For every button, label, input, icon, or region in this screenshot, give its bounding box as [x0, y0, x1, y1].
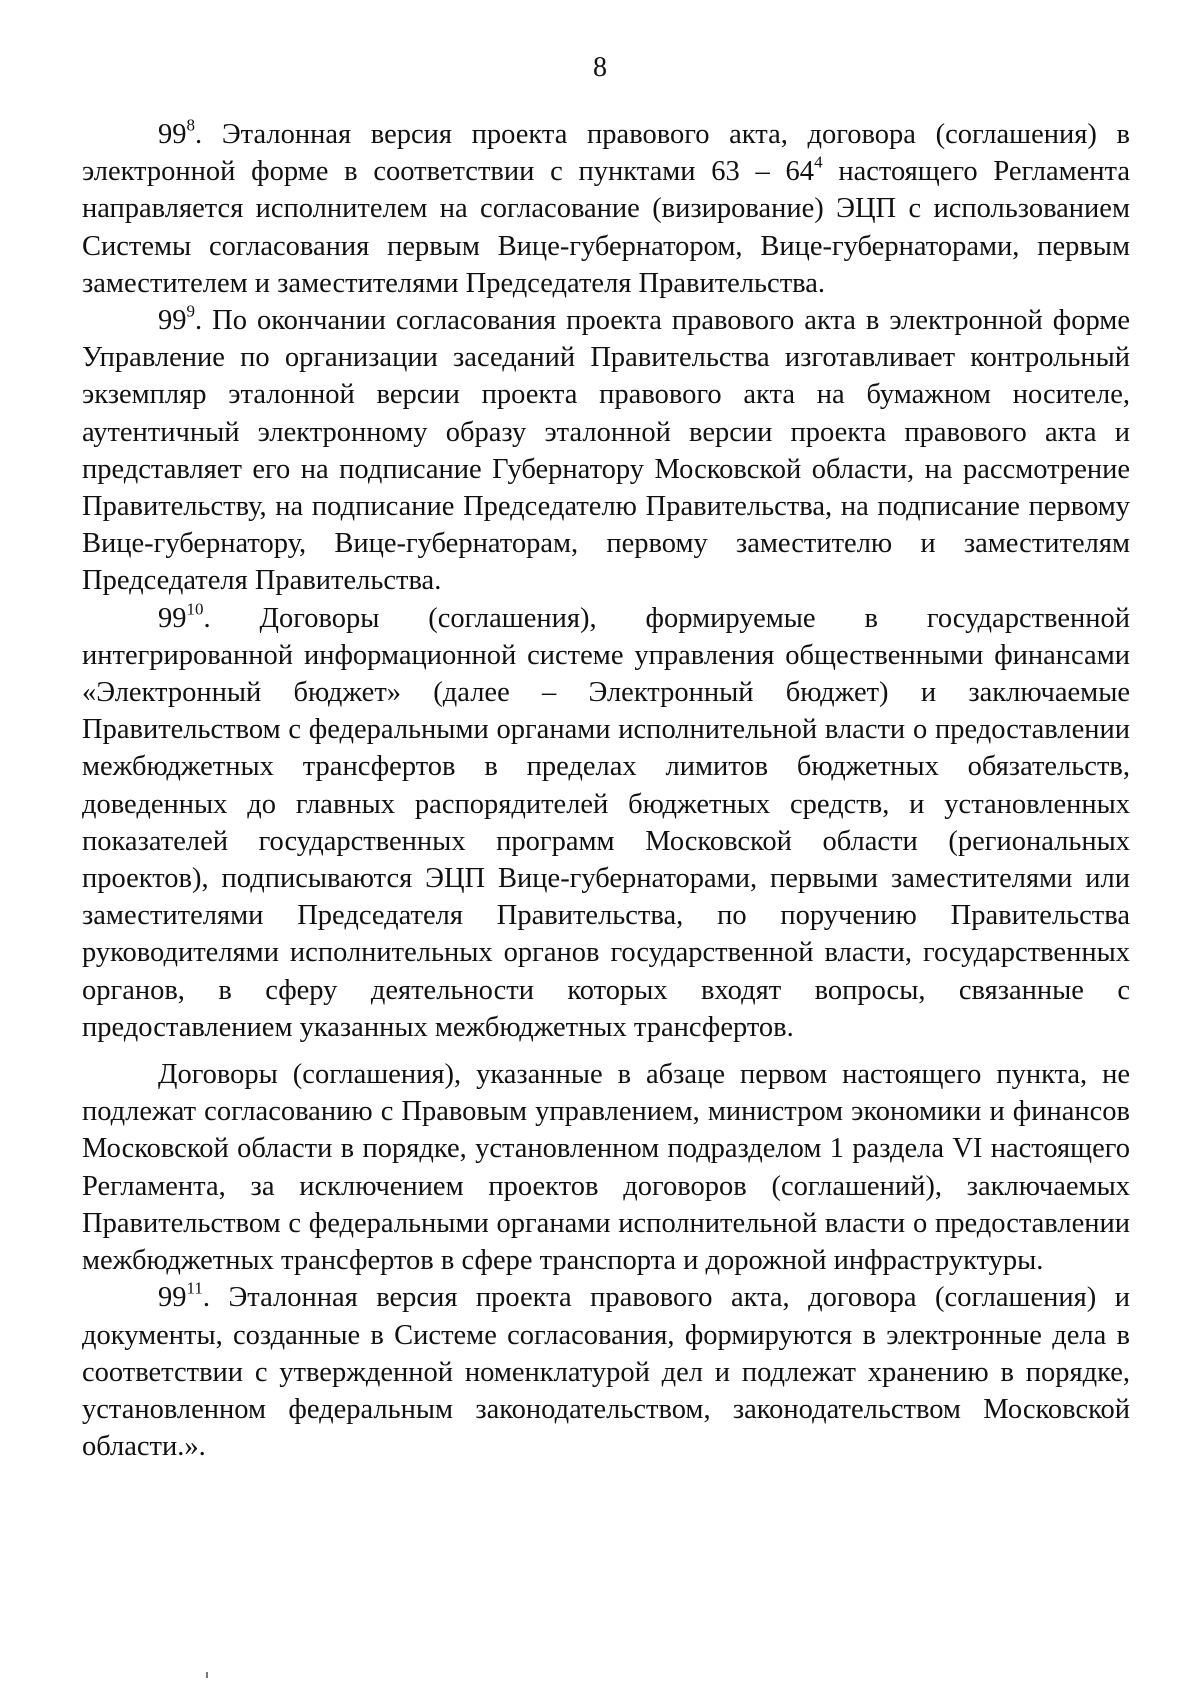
paragraph-text: . Эталонная версия проекта правового акта, договора (соглашения) и документы, созданные в Системе согласования, формируются в электронные дела в соответствии с утвержденной номенклатурой дел и подлежат хранению в порядке, установленном федеральным законодательством, законодательством Московской области.».	[82, 1282, 1130, 1463]
paragraph-99-11	[82, 1279, 1130, 1465]
scan-mark	[206, 1672, 208, 1678]
document-body	[82, 116, 1130, 1465]
clause-superscript: 11	[186, 1278, 203, 1298]
clause-number: 99	[158, 1282, 187, 1314]
paragraph-99-8	[82, 116, 1130, 302]
page-number: 8	[593, 52, 607, 83]
clause-number: 99	[158, 119, 187, 150]
clause-number: 99	[158, 305, 187, 337]
clause-superscript: 8	[186, 115, 195, 135]
paragraph-text: Договоры (соглашения), указанные в абзаце первом настоящего пункта, не подлежат согласованию с Правовым управлением, министром экономики и финансов Московской области в порядке, установленном подразделом 1 раздела VI настоящего Регламента, за исключением проектов договоров (соглашений), заключаемых Правительством с федеральными органами исполнительной власти о предоставлении межбюджетных трансфертов в сфере транспорта и дорожной инфраструктуры.	[82, 1059, 1130, 1277]
paragraph-text: настоящего Регламента направляется исполнителем на согласование (визирование) ЭЦП с использованием Системы согласования первым Вице-губернатором, Вице-губернаторами, первым заместителем и заместителями Председателя Правительства.	[82, 156, 1130, 299]
paragraph-99-10	[82, 600, 1130, 1046]
clause-number: 99	[158, 602, 187, 634]
paragraph-99-9	[82, 302, 1130, 600]
paragraph-text: . По окончании согласования проекта правового акта в электронной форме Управление по организации заседаний Правительства изготавливает контрольный экземпляр эталонной версии проекта правового акта на бумажном носителе, аутентичный электронному образу эталонной версии проекта правового акта и представляет его на подписание Губернатору Московской области, на рассмотрение Правительству, на подписание Председателю Правительства, на подписание первому Вице-губернатору, Вице-губернаторам, первому заместителю и заместителям Председателя Правительства.	[82, 305, 1130, 597]
paragraph-text: . Договоры (соглашения), формируемые в государственной интегрированной информационной системе управления общественными финансами «Электронный бюджет» (далее – Электронный бюджет) и заключаемые Правительством с федеральными органами исполнительной власти о предоставлении межбюджетных трансфертов в пределах лимитов бюджетных обязательств, доведенных до главных распорядителей бюджетных средств, и установленных показателей государственных программ Московской области (региональных проектов), подписываются ЭЦП Вице-губернаторами, первыми заместителями или заместителями Председателя Правительства, по поручению Правительства руководителями исполнительных органов государственной власти, государственных органов, в сферу деятельности которых входят вопросы, связанные с предоставлением указанных межбюджетных трансфертов.	[82, 602, 1130, 1043]
clause-superscript: 9	[186, 301, 195, 321]
item-superscript: 4	[814, 152, 823, 172]
paragraph-99-10-second	[82, 1056, 1130, 1279]
clause-superscript: 10	[186, 598, 204, 618]
paragraph-text-lead: . Эталонная версия проекта правового акта, договора (соглашения) в электронной форме в соответствии с пунктами 63 – 64	[82, 119, 1130, 188]
